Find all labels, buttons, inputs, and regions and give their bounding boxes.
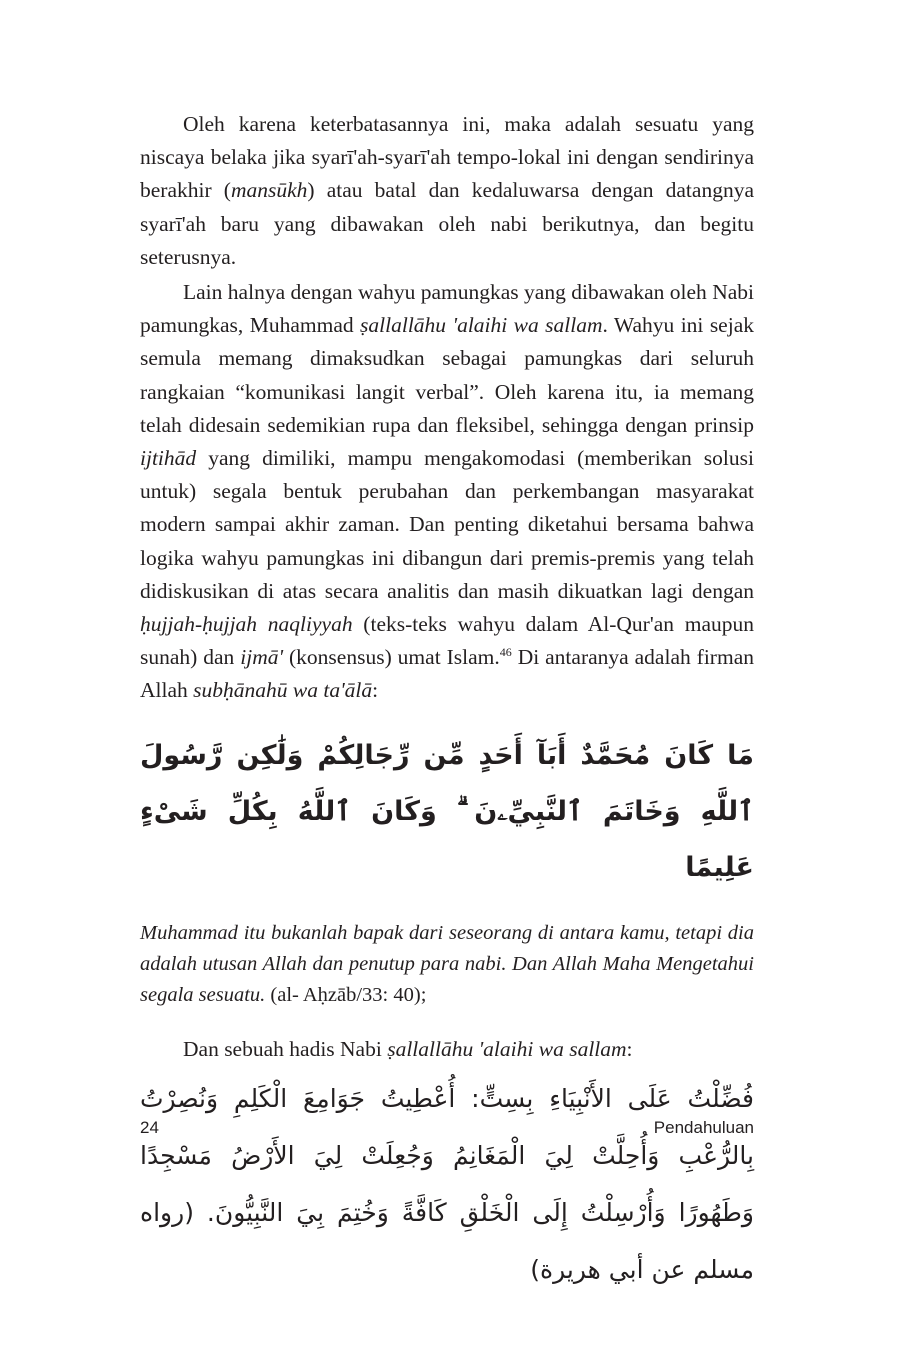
honorific: ṣallallāhu 'alaihi wa sallam [387, 1036, 627, 1061]
honorific: subḥānahū wa ta'ālā [193, 678, 373, 703]
term-hujjah: ḥujjah-ḥujjah naqliyyah [140, 612, 353, 637]
term-ijtihad: ijtihād [140, 446, 197, 471]
translation-text: Muhammad itu bukanlah bapak dari seseorang di antara kamu, tetapi dia adalah utusan Allah dan penutup para nabi. Dan Allah Maha Mengetahui segala sesuatu. [140, 921, 754, 1006]
paragraph-2-text: : [372, 678, 379, 703]
hadith-intro [140, 1033, 754, 1066]
honorific: ṣallallāhu 'alaihi wa sallam [360, 313, 603, 338]
verse-translation [140, 918, 754, 1011]
paragraph-2-text: Lain halnya dengan wahyu pamungkas yang dibawakan oleh Nabi pamungkas, Muhammad [140, 280, 754, 338]
paragraph-2-text: yang dimiliki, mampu mengakomodasi (memberikan solusi untuk) segala bentuk perubahan dan perkembangan masyarakat modern sampai akhir zaman. Dan penting diketahui bersama bahwa logika wahyu pamungkas ini dibangun dari premis-premis yang telah didiskusikan di atas secara analitis dan masih dikuatkan lagi dengan [140, 446, 754, 603]
running-footer-section: Pendahuluan [653, 1118, 754, 1137]
footnote-ref[interactable]: 46 [499, 645, 512, 660]
paragraph-2-text: Di antaranya adalah firman Allah [140, 645, 754, 703]
term-mansukh: mansūkh [230, 178, 308, 203]
hadith-text: فُضِّلْتُ عَلَى الأَنْبِيَاءِ بِسِتٍّ: أُعْطِيتُ جَوَامِعَ الْكَلِمِ وَنُصِرْتُ بِالرُّعْبِ وَأُحِلَّتْ لِيَ الْمَغَانِمُ وَجُعِلَتْ لِيَ الأَرْضُ مَسْجِدًا وَطَهُورًا وَأُرْسِلْتُ إِلَى الْخَلْقِ كَافَّةً وَخُتِمَ بِيَ النَّبِيُّونَ. (رواه مسلم عن أبي هريرة) [140, 1083, 754, 1284]
paragraph-2-text: (teks-teks wahyu dalam Al-Qur'an maupun sunah) dan [140, 612, 755, 670]
page-footer [140, 1118, 754, 1138]
paragraph-1-end: ) atau batal dan kedaluwarsa dengan datangnya syarī'ah baru yang dibawakan oleh nabi berikutnya, dan begitu seterusnya. [140, 178, 754, 269]
hadith-intro-text: Dan sebuah hadis Nabi [183, 1036, 388, 1061]
hadith-intro-end: : [626, 1036, 633, 1061]
term-ijma: ijmā' [240, 645, 284, 670]
paragraph-2-text: . Wahyu ini sejak semula memang dimaksudkan sebagai pamungkas dari seluruh rangkaian “komunikasi langit verbal”. Oleh karena itu, ia memang telah didesain sedemikian rupa dan fleksibel, sehingga dengan prinsip [140, 313, 754, 437]
paragraph-2 [140, 276, 754, 708]
quran-verse: مَا كَانَ مُحَمَّدٌ أَبَآ أَحَدٍ مِّن رِّجَالِكُمْ وَلَٰكِن رَّسُولَ ٱللَّهِ وَخَاتَمَ ٱلنَّبِيِّۦنَ ۗ وَكَانَ ٱللَّهُ بِكُلِّ شَىْءٍ عَلِيمًا [140, 739, 754, 883]
paragraph-1-text: Oleh karena keterbatasannya ini, maka adalah sesuatu yang niscaya belaka jika syarī'ah-syarī'ah tempo-lokal ini dengan sendirinya berakhir ( [140, 112, 754, 203]
page-number: 24 [140, 1118, 159, 1137]
verse-reference: (al- Aḥzāb/33: 40); [265, 983, 427, 1006]
paragraph-2-text: (konsensus) umat Islam. [283, 645, 500, 670]
paragraph-1 [140, 108, 754, 274]
